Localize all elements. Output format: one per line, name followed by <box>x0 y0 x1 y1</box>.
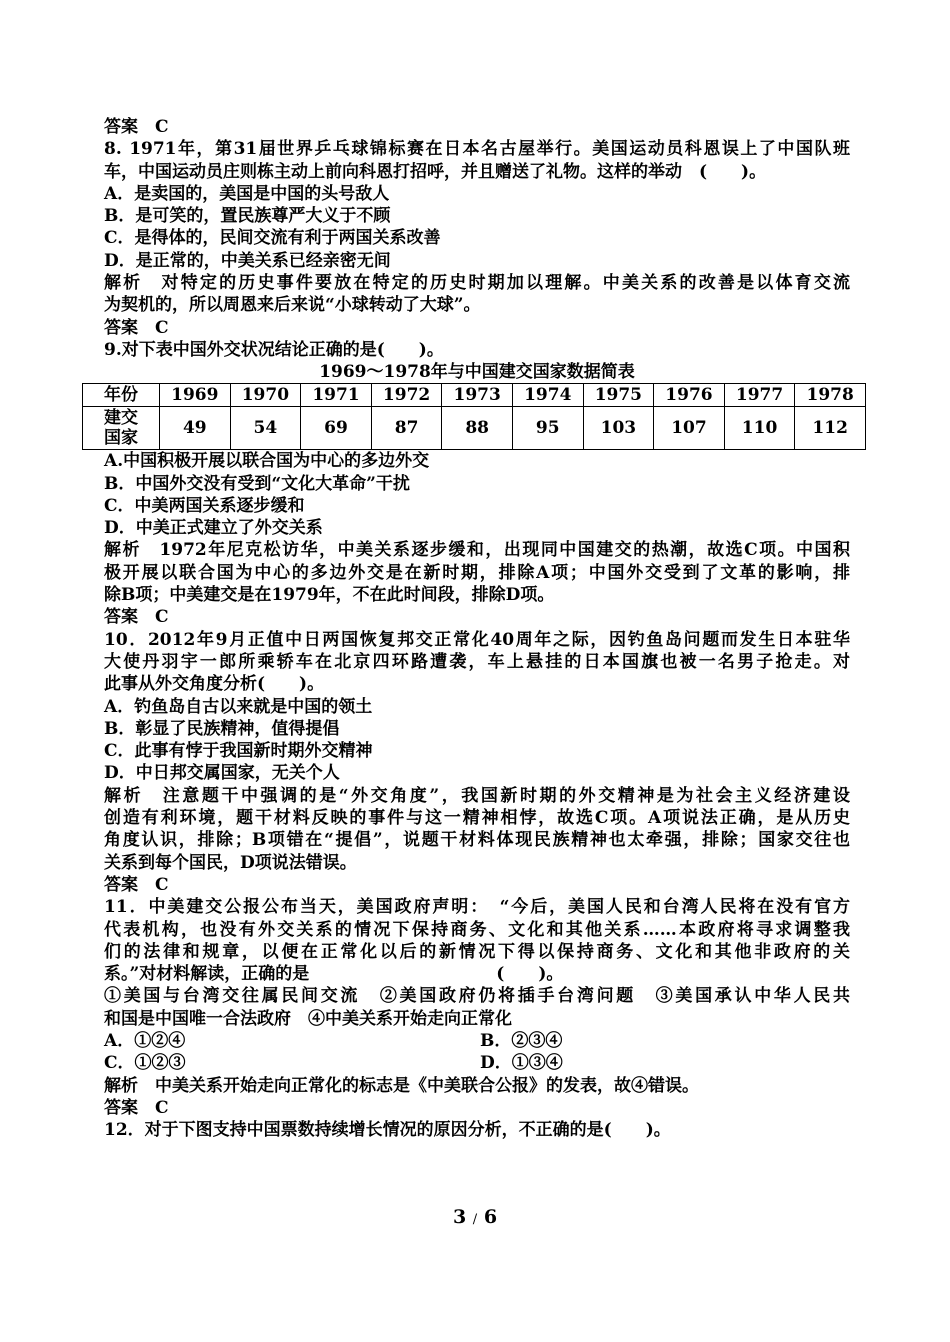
question-11-analysis: 解析 中美关系开始走向正常化的标志是《中美联合公报》的发表，故④错误。 <box>104 1075 699 1096</box>
question-9-text: 9.对下表中国外交状况结论正确的是( )。 <box>104 339 444 360</box>
table-cell-count: 49 <box>160 407 231 450</box>
question-10-text: 此事从外交角度分析( )。 <box>104 674 325 695</box>
question-10-option-a: A．钓鱼岛自古以来就是中国的领土 <box>104 696 373 717</box>
page-total: 6 <box>483 1206 498 1228</box>
question-12-text: 12．对于下图支持中国票数持续增长情况的原因分析，不正确的是( )。 <box>104 1120 671 1141</box>
question-8-answer: 答案 C <box>104 317 169 338</box>
question-8-text: 车，中国运动员庄则栋主动上前向科恩打招呼，并且赠送了礼物。这样的举动 ( )。 <box>104 161 767 182</box>
question-9-analysis: 除B项；中美建交是在1979年，不在此时间段，排除D项。 <box>104 585 555 606</box>
question-9-option-a: A.中国积极开展以联合国为中心的多边外交 <box>104 451 430 472</box>
table-cell-year: 1972 <box>371 384 442 407</box>
question-8-analysis: 为契机的，所以周恩来后来说“小球转动了大球”。 <box>104 295 481 316</box>
question-9-answer: 答案 C <box>104 607 169 628</box>
table-cell-year: 1974 <box>512 384 583 407</box>
question-10-option-c: C．此事有悖于我国新时期外交精神 <box>104 741 373 762</box>
table-cell-year: 1978 <box>795 384 866 407</box>
question-9-analysis: 解析 1972年尼克松访华，中美关系逐步缓和，出现同中国建交的热潮，故选C项。中国积 <box>104 540 850 561</box>
question-11-text: 系。”对材料解读，正确的是 ( )。 <box>104 964 564 985</box>
table-row-counts <box>83 407 866 450</box>
diplomacy-data-table <box>82 383 866 450</box>
question-9-option-d: D．中美正式建立了外交关系 <box>104 518 323 539</box>
question-9-option-b: B．中国外交没有受到“文化大革命”干扰 <box>104 473 410 494</box>
question-11-option-c: C．①②③ <box>104 1053 186 1074</box>
document-page <box>104 116 854 1141</box>
question-8-text: 8. 1971年，第31届世界乒乓球锦标赛在日本名古屋举行。美国运动员科恩误上了中国队班 <box>104 139 850 160</box>
question-8-option-a: A．是卖国的，美国是中国的头号敌人 <box>104 183 390 204</box>
table-cell-count: 107 <box>654 407 725 450</box>
question-11-statements: ①美国与台湾交往属民间交流 ②美国政府仍将插手台湾问题 ③美国承认中华人民共 <box>104 986 850 1007</box>
table-cell-count: 88 <box>442 407 513 450</box>
question-11-options-row <box>104 1052 850 1074</box>
answer-line: 答案 C <box>104 117 169 137</box>
question-11-option-b: B．②③④ <box>480 1030 563 1051</box>
table-cell-count: 54 <box>230 407 301 450</box>
table-header-countries-line: 建交 <box>104 408 138 429</box>
table-cell-year: 1970 <box>230 384 301 407</box>
table-cell-count: 95 <box>512 407 583 450</box>
question-10-analysis: 创造有利环境，题干材料反映的事件与这一精神相悖，故选C项。A项说法正确，是从历史 <box>104 808 850 829</box>
table-cell-year: 1977 <box>724 384 795 407</box>
question-11-text: 们的法律和规章，以便在正常化以后的新情况下得以保持商务、文化和其他非政府的关 <box>104 941 850 962</box>
question-11-statements: 和国是中国唯一合法政府 ④中美关系开始走向正常化 <box>104 1008 512 1029</box>
table-cell-year: 1971 <box>301 384 372 407</box>
question-10-option-b: B．彰显了民族精神，值得提倡 <box>104 718 340 739</box>
question-8-analysis: 解析 对特定的历史事件要放在特定的历史时期加以理解。中美关系的改善是以体育交流 <box>104 273 850 294</box>
table-cell-year: 1973 <box>442 384 513 407</box>
table-cell-count: 87 <box>371 407 442 450</box>
page-separator: / <box>472 1212 478 1227</box>
question-9-analysis: 极开展以联合国为中心的多边外交是在新时期，排除A项；中国外交受到了文革的影响，排 <box>104 562 850 583</box>
question-10-text: 10．2012年9月正值中日两国恢复邦交正常化40周年之际，因钓鱼岛问题而发生日本驻华 <box>104 629 850 650</box>
table-cell-count: 110 <box>724 407 795 450</box>
question-11-option-d: D．①③④ <box>480 1053 563 1074</box>
table-cell-count: 112 <box>795 407 866 450</box>
table-cell-count: 103 <box>583 407 654 450</box>
table-row-years <box>83 384 866 407</box>
table-caption: 1969～1978年与中国建交国家数据简表 <box>319 362 635 383</box>
question-10-answer: 答案 C <box>104 874 169 895</box>
question-8-option-c: C．是得体的，民间交流有利于两国关系改善 <box>104 228 441 249</box>
table-cell-year: 1976 <box>654 384 725 407</box>
question-10-analysis: 角度认识，排除；B项错在“提倡”，说题干材料体现民族精神也太牵强，排除；国家交往也 <box>104 830 850 851</box>
table-cell-count: 69 <box>301 407 372 450</box>
question-9-option-c: C．中美两国关系逐步缓和 <box>104 495 305 516</box>
question-11-answer: 答案 C <box>104 1097 169 1118</box>
table-header-countries <box>83 407 160 450</box>
question-10-analysis: 关系到每个国民，D项说法错误。 <box>104 852 357 873</box>
question-8-option-b: B．是可笑的，置民族尊严大义于不顾 <box>104 206 391 227</box>
question-10-analysis: 解析 注意题干中强调的是“外交角度”，我国新时期的外交精神是为社会主义经济建设 <box>104 785 850 806</box>
question-11-options-row <box>104 1030 850 1052</box>
table-cell-year: 1975 <box>583 384 654 407</box>
question-10-text: 大使丹羽宇一郎所乘轿车在北京四环路遭袭，车上悬挂的日本国旗也被一名男子抢走。对 <box>104 651 850 672</box>
question-10-option-d: D．中日邦交属国家，无关个人 <box>104 763 340 784</box>
table-cell-year: 1969 <box>160 384 231 407</box>
page-current: 3 <box>452 1206 467 1228</box>
question-11-text: 代表机构，也没有外交关系的情况下保持商务、文化和其他关系……本政府将寻求调整我 <box>104 919 850 940</box>
table-header-countries-line: 国家 <box>104 428 138 449</box>
question-11-option-a: A．①②④ <box>104 1030 186 1051</box>
table-header-year: 年份 <box>83 384 160 407</box>
page-number <box>0 1206 950 1228</box>
question-8-option-d: D．是正常的，中美关系已经亲密无间 <box>104 250 391 271</box>
question-11-text: 11．中美建交公报公布当天，美国政府声明： “今后，美国人民和台湾人民将在没有官方 <box>104 897 850 918</box>
